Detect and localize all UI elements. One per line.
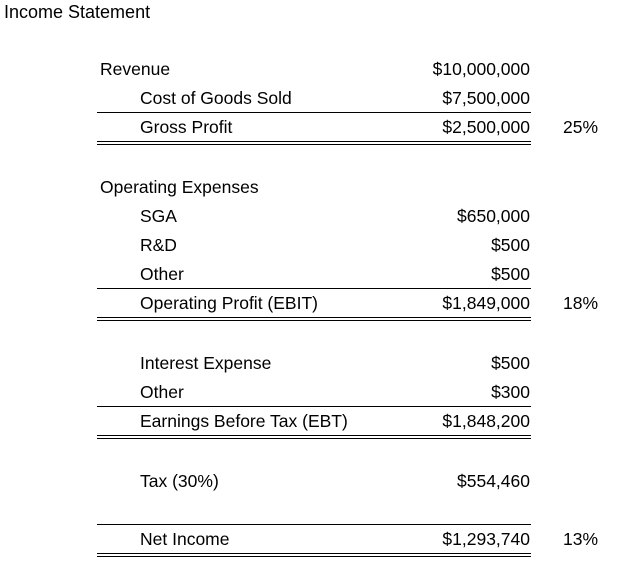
rd-row <box>0 235 639 259</box>
sga-label: SGA <box>140 206 177 226</box>
rd-value: $500 <box>491 235 530 255</box>
tax-value: $554,460 <box>457 471 530 491</box>
net-income-label: Net Income <box>140 529 230 549</box>
tax-row <box>0 471 639 495</box>
pretax-other-row <box>0 382 639 406</box>
operating-expenses-header-row <box>0 177 639 201</box>
net-income-value: $1,293,740 <box>442 529 530 549</box>
ebit-label: Operating Profit (EBIT) <box>140 293 318 313</box>
operating-other-row <box>0 264 639 288</box>
net-income-double-rule <box>97 553 531 557</box>
page-title: Income Statement <box>4 2 151 22</box>
interest-row <box>0 353 639 377</box>
ebit-row <box>0 293 639 317</box>
operating-expenses-header: Operating Expenses <box>100 177 259 197</box>
ebit-top-rule <box>97 288 531 289</box>
interest-label: Interest Expense <box>140 353 272 373</box>
rd-label: R&D <box>140 235 177 255</box>
ebit-value: $1,849,000 <box>442 293 530 313</box>
ebt-top-rule <box>97 406 531 407</box>
ebit-double-rule <box>97 317 531 321</box>
net-margin-pct: 13% <box>563 529 599 549</box>
ebt-label: Earnings Before Tax (EBT) <box>140 411 348 431</box>
gross-profit-row <box>0 117 639 141</box>
sga-row <box>0 206 639 230</box>
interest-value: $500 <box>491 353 530 373</box>
pretax-other-value: $300 <box>491 382 530 402</box>
ebt-row <box>0 411 639 435</box>
revenue-row <box>0 59 639 83</box>
revenue-label: Revenue <box>100 59 171 79</box>
cogs-value: $7,500,000 <box>442 88 530 108</box>
sga-value: $650,000 <box>457 206 530 226</box>
cogs-label: Cost of Goods Sold <box>140 88 292 108</box>
operating-other-value: $500 <box>491 264 530 284</box>
gross-profit-value: $2,500,000 <box>442 117 530 137</box>
gross-profit-double-rule <box>97 141 531 145</box>
gross-profit-top-rule <box>97 112 531 113</box>
ebt-double-rule <box>97 435 531 439</box>
gross-profit-label: Gross Profit <box>140 117 233 137</box>
ebit-margin-pct: 18% <box>563 293 599 313</box>
operating-other-label: Other <box>140 264 184 284</box>
net-income-top-rule <box>97 524 531 525</box>
tax-label: Tax (30%) <box>140 471 219 491</box>
ebt-value: $1,848,200 <box>442 411 530 431</box>
revenue-value: $10,000,000 <box>432 59 530 79</box>
pretax-other-label: Other <box>140 382 184 402</box>
gross-margin-pct: 25% <box>563 117 599 137</box>
cogs-row <box>0 88 639 112</box>
net-income-row <box>0 529 639 553</box>
